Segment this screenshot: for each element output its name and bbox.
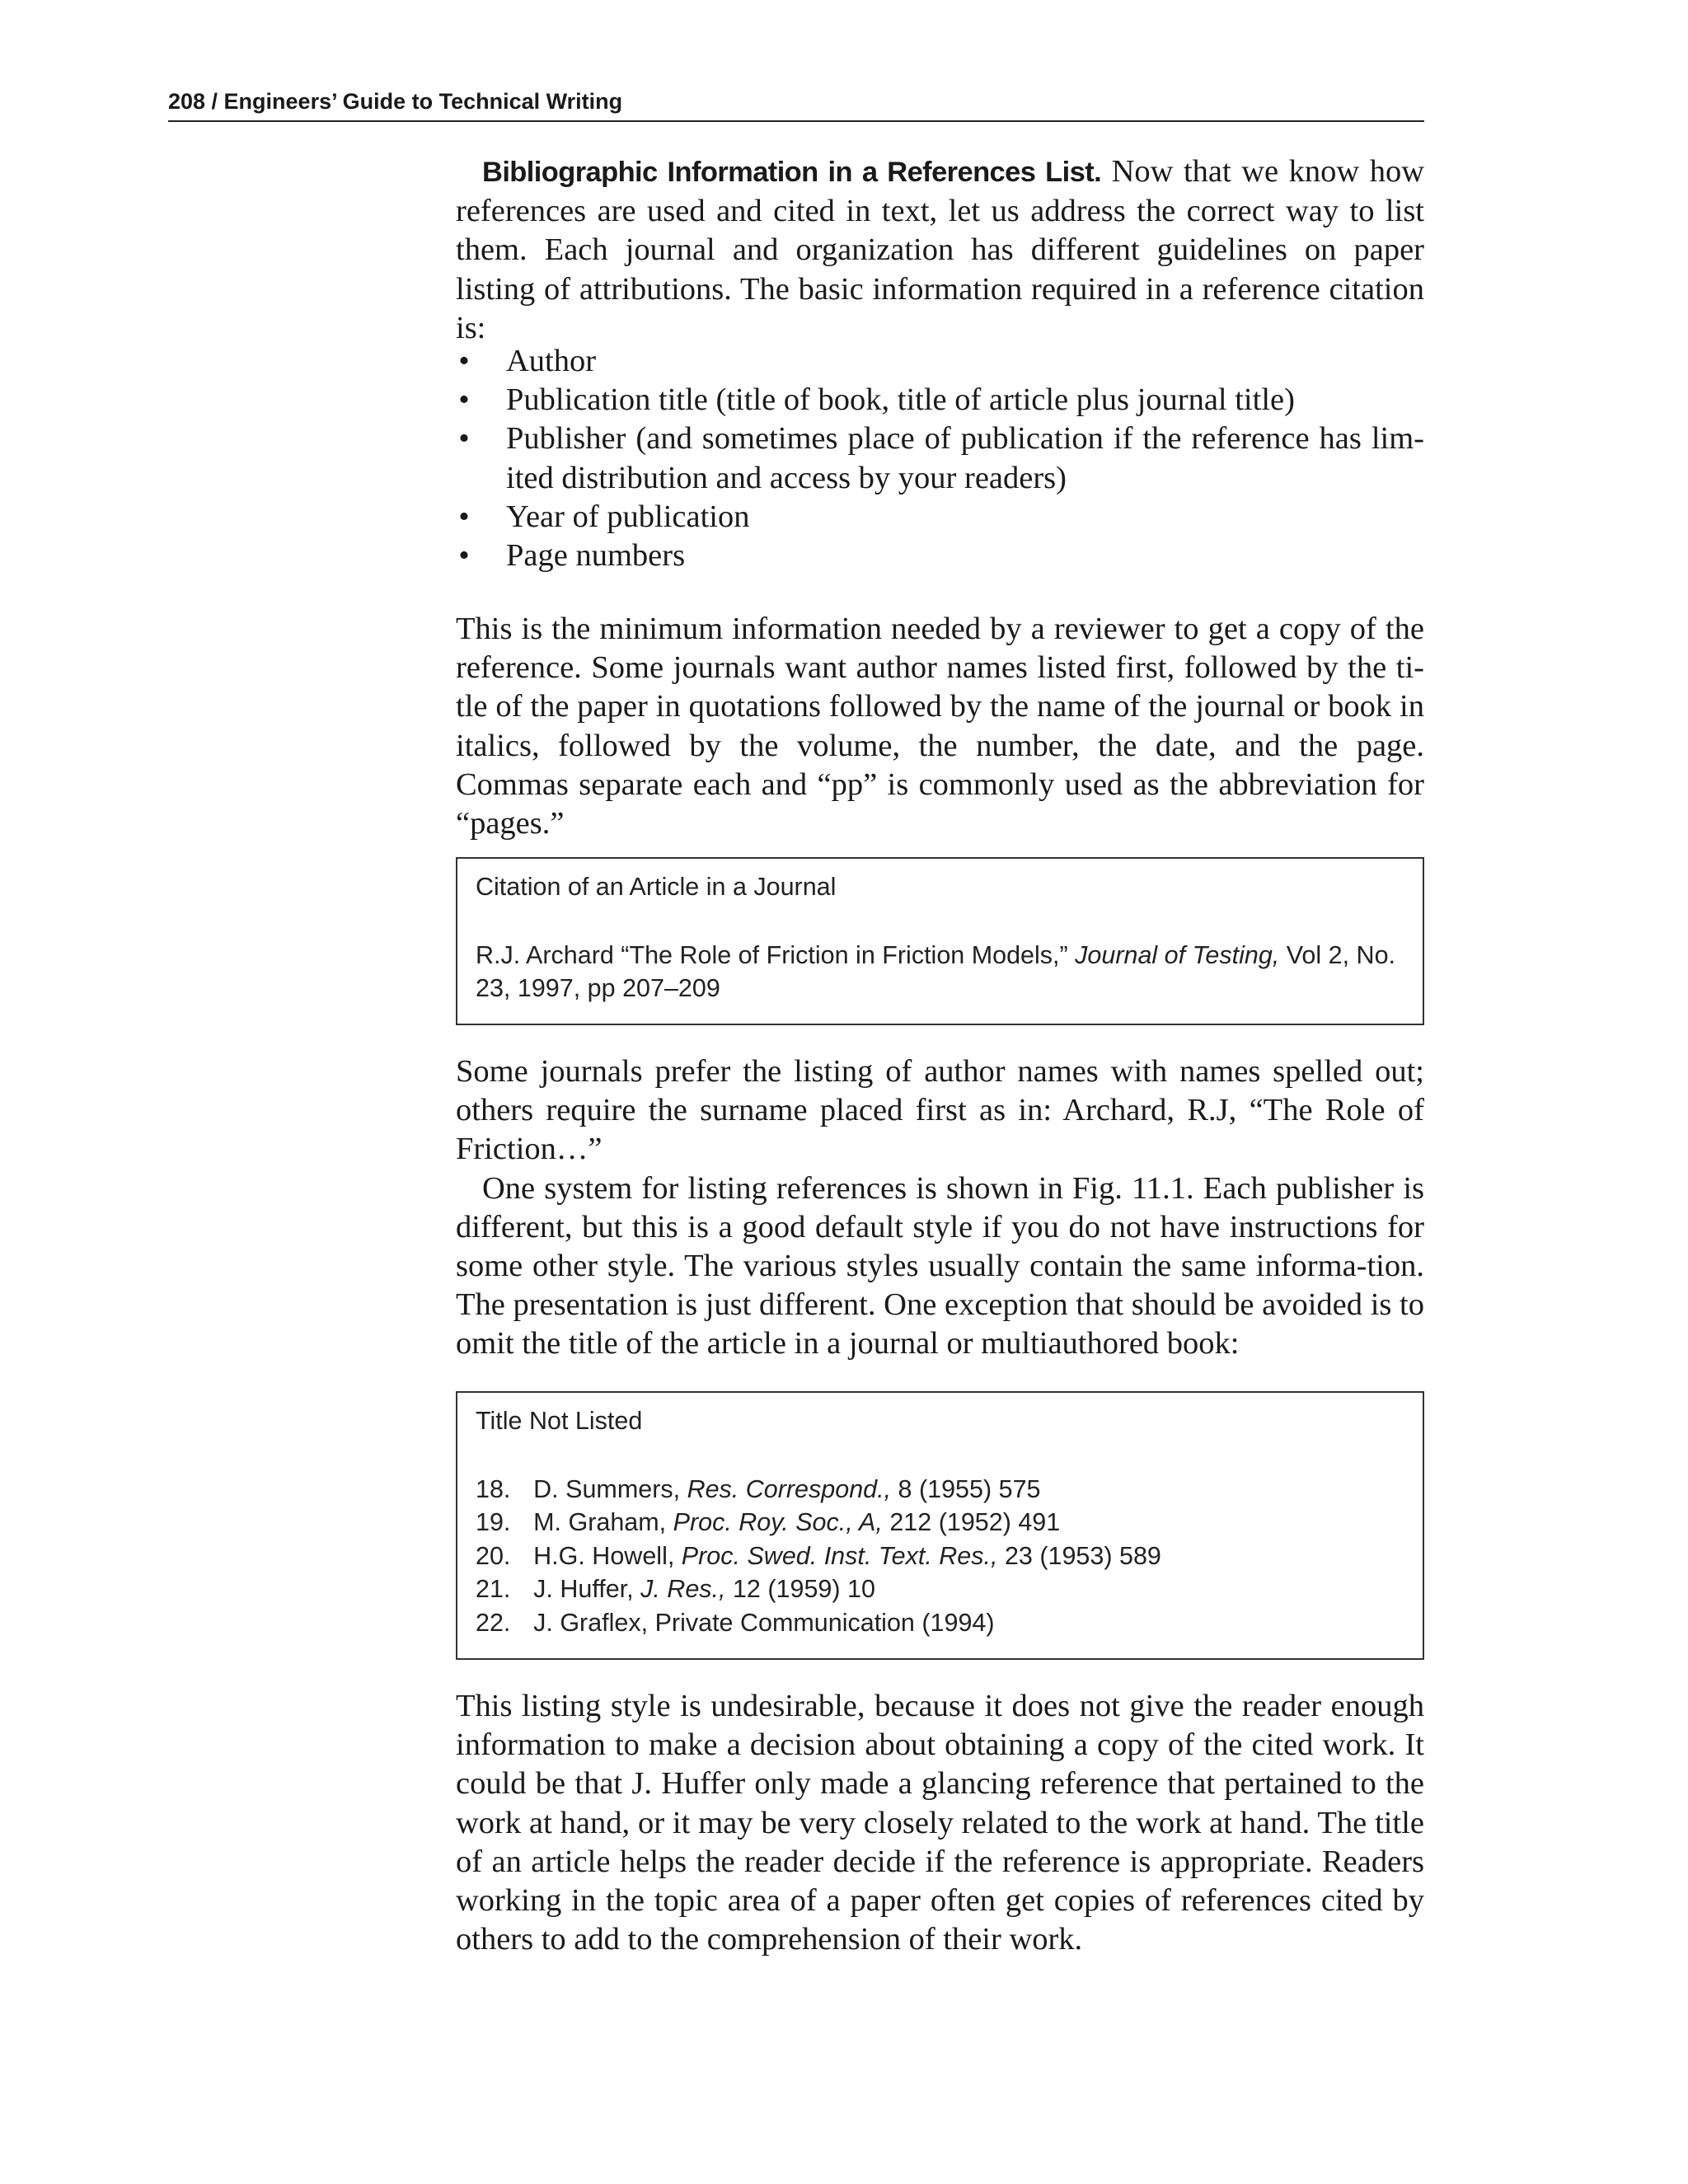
citation-journal: Journal of Testing, — [1075, 940, 1280, 969]
undesirable-paragraph: This listing style is undesirable, because it does not give the reader enough information to make a decision about obtaining a copy of the cited work. It could be that J. Huffer only made a glancing reference that pertained to the work at hand, or it may be very closely related to the work at hand. The title of an article helps the reader decide if the reference is appropriate. Readers working in the topic area of a paper often get copies of references cited by others to add to the comprehension of their work. — [456, 1689, 1424, 1957]
reference-details: 23 (1953) 589 — [997, 1541, 1161, 1570]
intro-block — [456, 152, 1424, 348]
reference-journal: Res. Correspond., — [687, 1474, 892, 1503]
list-item — [456, 342, 1424, 381]
box-title: Title Not Listed — [476, 1407, 643, 1435]
list-item — [456, 498, 1424, 537]
reference-entry — [476, 1506, 1404, 1540]
undesirable-block — [456, 1687, 1424, 1959]
list-item-text: Author — [506, 344, 597, 378]
reference-journal: Proc. Roy. Soc., A, — [673, 1508, 883, 1536]
reference-entry — [476, 1473, 1404, 1507]
citation-details: Vol 2, No. 23, 1997, pp 207–209 — [476, 940, 1396, 1002]
intro-text: Now that we know how references are used and cited in text, let us address the correct way to list them. Each journal and organization has different guidelines on paper listing of attributions. The basic information required in a reference citation is: — [456, 154, 1424, 345]
reference-author: D. Summers, — [533, 1474, 687, 1503]
reference-number: 19. — [476, 1508, 511, 1536]
reference-number: 22. — [476, 1608, 511, 1637]
reference-author: J. Graflex, Private Communication (1994) — [533, 1608, 995, 1637]
bullet-icon: • — [458, 538, 470, 574]
running-head: 208 / Engineers’ Guide to Technical Writing — [168, 82, 1424, 122]
bullet-icon: • — [458, 344, 470, 378]
surname-block — [456, 1052, 1424, 1364]
bullet-block — [456, 342, 1424, 575]
title-not-listed-box — [456, 1391, 1424, 1660]
list-item-text: Year of publication — [506, 499, 750, 534]
list-item-text: Page numbers — [506, 538, 686, 574]
citation-author-title: R.J. Archard “The Role of Friction in Friction Models,” — [476, 940, 1076, 969]
reference-details: 12 (1959) 10 — [725, 1575, 875, 1603]
list-item — [456, 419, 1424, 497]
bullet-icon: • — [458, 382, 470, 418]
reference-details: 8 (1955) 575 — [891, 1474, 1041, 1503]
surname-paragraph: Some journals prefer the listing of author names with names spelled out; others require the surname placed first as in: Archard, R.J, “The Role of Friction…” — [456, 1054, 1424, 1167]
reference-journal: Proc. Swed. Inst. Text. Res., — [681, 1541, 998, 1570]
list-item-text: Publication title (title of book, title of article plus journal title) — [506, 382, 1295, 418]
list-item — [456, 537, 1424, 575]
journal-citation-box — [456, 857, 1424, 1025]
reference-entry — [476, 1606, 1404, 1640]
min-info-block — [456, 610, 1424, 843]
reference-number: 21. — [476, 1575, 511, 1603]
reference-author: M. Graham, — [533, 1508, 673, 1536]
required-info-list — [456, 342, 1424, 575]
section-lead-in: Bibliographic Information in a References List. — [482, 157, 1102, 188]
min-info-paragraph: This is the minimum information needed by a reviewer to get a copy of the reference. Some journals want author names listed first, followed by the ti-tle of the paper in quotations followed by the name of the journal or book in italics, followed by the volume, the number, the date, and the page. Commas separate each and “pp” is commonly used as the abbreviation for “pages.” — [456, 612, 1424, 841]
reference-journal: J. Res., — [640, 1575, 726, 1603]
list-item-text: Publisher (and sometimes place of publication if the reference has lim-ited distribution and access by your readers) — [506, 421, 1424, 495]
reference-list — [476, 1473, 1404, 1640]
reference-author: H.G. Howell, — [533, 1541, 682, 1570]
reference-entry — [476, 1540, 1404, 1573]
reference-details: 212 (1952) 491 — [882, 1508, 1061, 1536]
box-title: Citation of an Article in a Journal — [476, 873, 837, 901]
intro-paragraph — [456, 152, 1424, 348]
reference-number: 18. — [476, 1474, 511, 1503]
bullet-icon: • — [458, 421, 470, 457]
reference-author: J. Huffer, — [533, 1575, 641, 1603]
bullet-icon: • — [458, 499, 470, 534]
list-item — [456, 381, 1424, 419]
system-paragraph: One system for listing references is shown in Fig. 11.1. Each publisher is different, but this is a good default style if you do not have instructions for some other style. The various styles usually contain the same informa-tion. The presentation is just different. One exception that should be avoided is to omit the title of the article in a journal or multiauthored book: — [456, 1170, 1424, 1361]
citation-example — [476, 939, 1404, 1005]
reference-entry — [476, 1572, 1404, 1606]
reference-number: 20. — [476, 1541, 511, 1570]
